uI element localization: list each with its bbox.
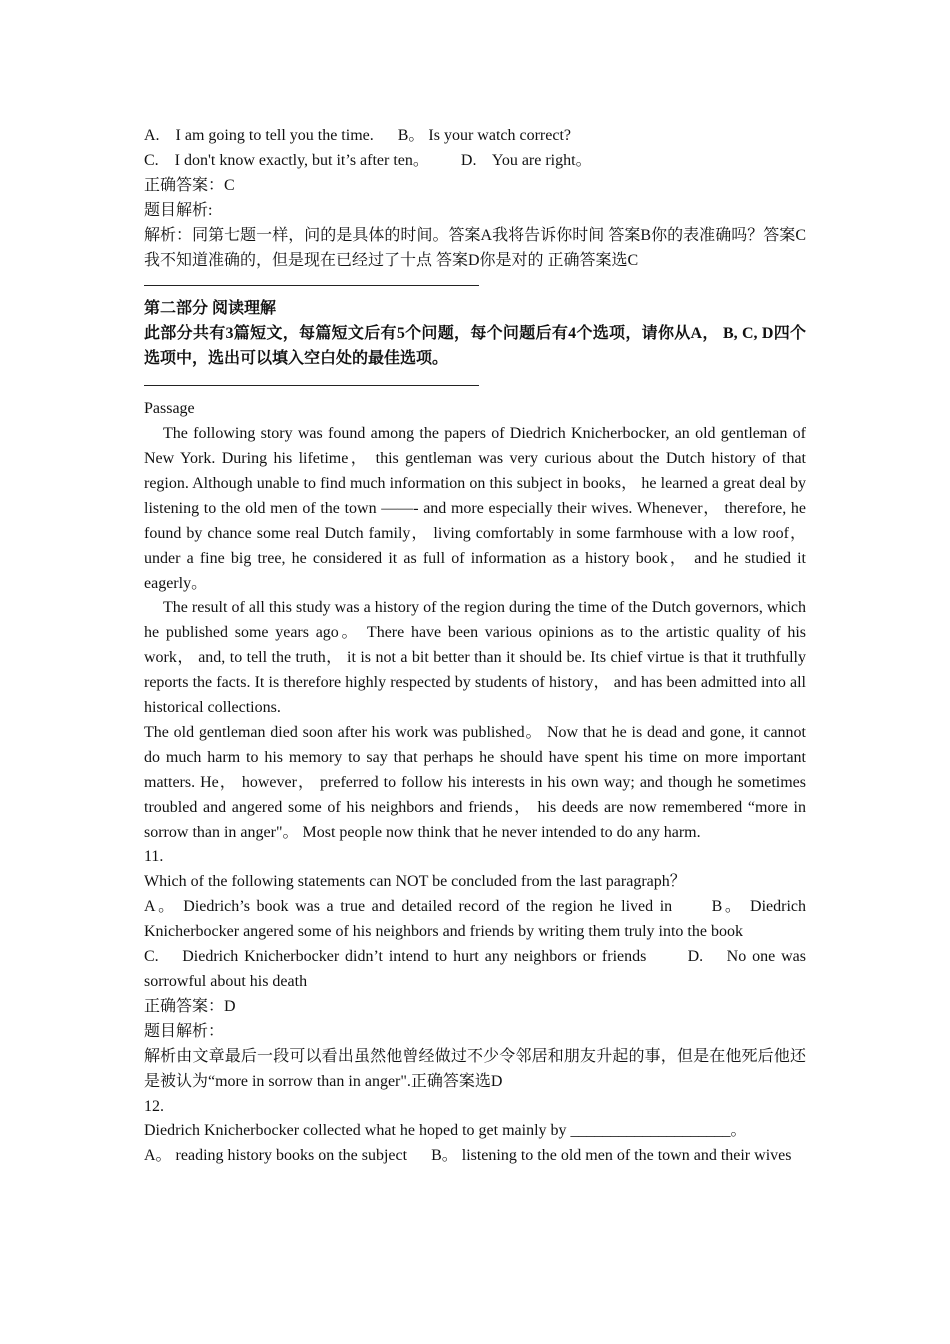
- document-page: [144, 124, 810, 1169]
- q10-answer: 正确答案：C: [144, 176, 235, 194]
- q11-number: 11.: [144, 848, 164, 866]
- q10-options-cd: C. I don't know exactly, but it’s after ten。 D. You are right。: [144, 151, 592, 169]
- q12-options-ab: A。 reading history books on the subject B。 listening to the old men of the town and their wives: [144, 1147, 792, 1165]
- passage-paragraph-3: The old gentleman died soon after his work was published。 Now that he is dead and gone, it cannot do much harm to his memory to say that perhaps he should have spent his time on more important matters. He， however， preferred to follow his interests in his own way; and though he sometimes troubled and angered some of his neighbors and friends， his deeds are now remembered “more in sorrow than in anger"。 Most people now think that he never intended to do any harm.: [144, 723, 807, 841]
- q12-number: 12.: [144, 1097, 164, 1115]
- passage-paragraph-2: The result of all this study was a history of the region during the time of the Dutch governors, which he published some years ago。 There have been various opinions as to the artistic quality of his work， and, to tell the truth， it is not a bit better than it should be. Its chief virtue is that it truthfully reports the facts. It is therefore highly respected by students of history， and has been admitted into all historical collections.: [144, 599, 806, 717]
- section-instructions: 此部分共有3篇短文，每篇短文后有5个问题，每个问题后有4个选项，请你从A， B, C, D四个选项中，选出可以填入空白处的最佳选项。: [144, 325, 806, 368]
- q11-analysis-label: 题目解析：: [144, 1022, 225, 1040]
- q10-options-ab: A. I am going to tell you the time. B。 Is your watch correct?: [144, 127, 572, 144]
- q11-analysis: 解析由文章最后一段可以看出虽然他曾经做过不少令邻居和朋友升起的事，但是在他死后他还是被认为“more in sorrow than in anger".正确答案选D: [144, 1047, 806, 1090]
- q11-options-ab: A。 Diedrich’s book was a true and detailed record of the region he lived in B。 Diedrich Knicherbocker angered some of his neighbors and friends by writing them truly into the book: [144, 898, 810, 941]
- passage-label: Passage: [144, 400, 195, 418]
- q11-question: Which of the following statements can NOT be concluded from the last paragraph？: [144, 873, 686, 891]
- q10-analysis: 解析：同第七题一样，问的是具体的时间。答案A我将告诉你时间 答案B你的表准确吗？答案C我不知道准确的，但是现在已经过了十点 答案D你是对的 正确答案选C: [144, 226, 806, 269]
- q11-options-cd: C. Diedrich Knicherbocker didn’t intend to hurt any neighbors or friends D. No one was sorrowful about his death: [144, 948, 810, 990]
- divider: [144, 385, 479, 386]
- q10-analysis-label: 题目解析:: [144, 201, 213, 219]
- section-title: 第二部分 阅读理解: [144, 300, 277, 318]
- passage-paragraph-1: The following story was found among the papers of Diedrich Knicherbocker, an old gentleman of New York. During his lifetime， this gentleman was very curious about the Dutch history of that region. Although unable to find much information on this subject in books， he learned a great deal by listening to the old men of the town ——- and more especially their wives. Whenever， therefore, he found by chance some real Dutch family， living comfortably in some farmhouse with a low roof， under a fine big tree, he considered it as full of information as a history book， and he studied it eagerly。: [144, 425, 806, 592]
- q12-question: Diedrich Knicherbocker collected what he hoped to get mainly by ____________________。: [144, 1122, 747, 1140]
- divider: [144, 285, 479, 286]
- q11-answer: 正确答案：D: [144, 997, 236, 1015]
